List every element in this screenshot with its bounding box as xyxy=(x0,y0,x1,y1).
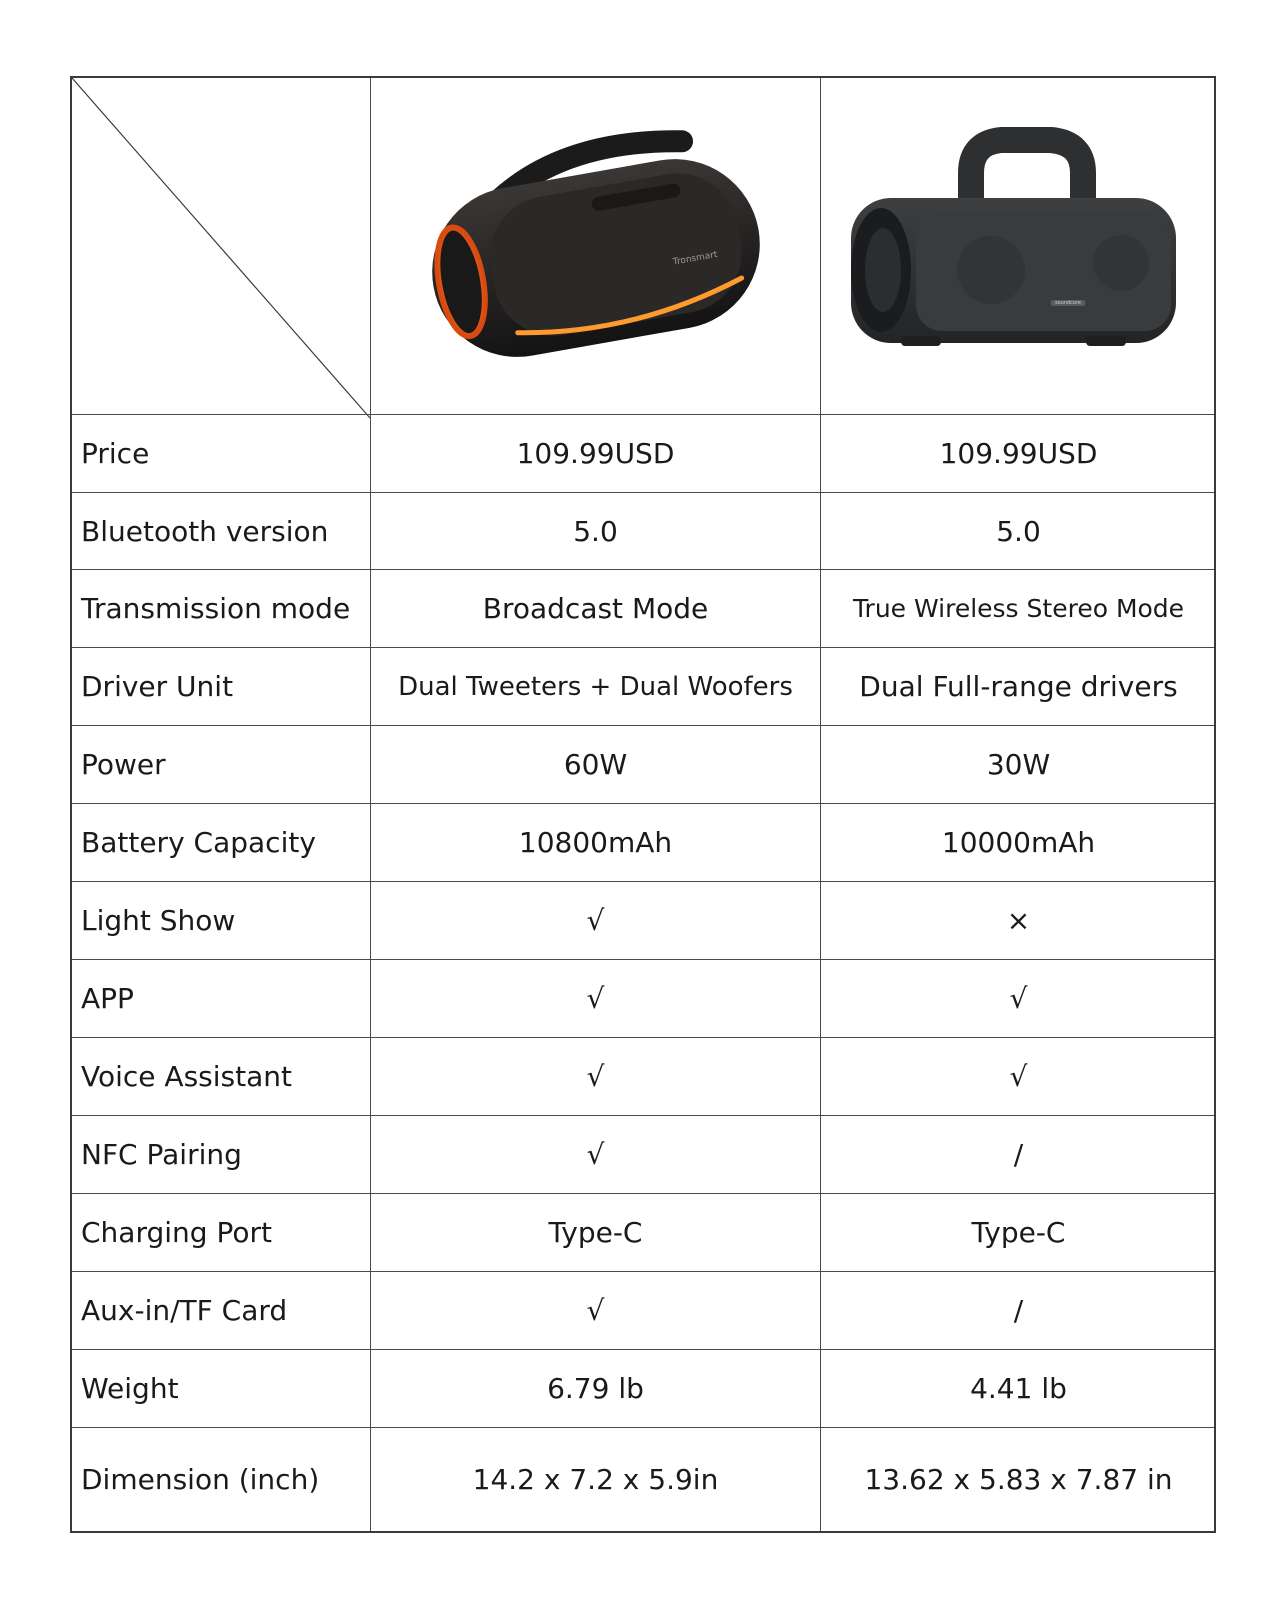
row-charging-port xyxy=(72,1193,1214,1271)
product-1-value: √ xyxy=(370,960,820,1037)
diagonal-divider-icon xyxy=(72,78,370,426)
product-2-value: √ xyxy=(820,960,1216,1037)
row-battery-capacity xyxy=(72,803,1214,881)
tronsmart-bang-speaker-image xyxy=(371,78,821,426)
row-light-show xyxy=(72,881,1214,959)
row-label: NFC Pairing xyxy=(81,1138,242,1171)
row-label: Bluetooth version xyxy=(81,514,329,548)
product-2-value: 30W xyxy=(820,726,1216,803)
product-1-value: √ xyxy=(370,882,820,959)
product-1-value: 10800mAh xyxy=(370,804,820,881)
product-2-value: 13.62 x 5.83 x 7.87 in xyxy=(820,1428,1216,1531)
soundcore-motion-boom-speaker-image xyxy=(821,78,1217,426)
product-2-value: / xyxy=(820,1116,1216,1193)
row-label: Charging Port xyxy=(81,1216,272,1249)
product-2-value: 4.41 lb xyxy=(820,1350,1216,1427)
row-label: Light Show xyxy=(81,904,236,937)
row-label: Battery Capacity xyxy=(81,826,316,859)
row-label: APP xyxy=(81,982,134,1015)
product-1-value: Dual Tweeters + Dual Woofers xyxy=(370,648,820,725)
row-transmission-mode xyxy=(72,569,1214,647)
row-label: Aux-in/TF Card xyxy=(81,1294,288,1327)
row-app xyxy=(72,959,1214,1037)
product-1-value: 14.2 x 7.2 x 5.9in xyxy=(370,1428,820,1531)
row-dimension xyxy=(72,1427,1214,1531)
row-label: Driver Unit xyxy=(81,670,234,703)
row-label: Price xyxy=(81,437,150,470)
row-label: Weight xyxy=(81,1372,179,1405)
product-1-value: √ xyxy=(370,1272,820,1349)
row-label: Power xyxy=(81,748,166,781)
product-1-value: 6.79 lb xyxy=(370,1350,820,1427)
product-2-value: 10000mAh xyxy=(820,804,1216,881)
product-1-value: √ xyxy=(370,1038,820,1115)
row-bluetooth-version xyxy=(72,492,1214,569)
row-weight xyxy=(72,1349,1214,1427)
table-header-row xyxy=(72,78,1214,426)
product-2-value: 5.0 xyxy=(820,493,1216,569)
corner-cell xyxy=(72,78,370,426)
row-label: Transmission mode xyxy=(81,592,351,625)
product-1-value: Type-C xyxy=(370,1194,820,1271)
product-2-value: Type-C xyxy=(820,1194,1216,1271)
row-label: Dimension (inch) xyxy=(81,1463,320,1496)
product-2-value: 109.99USD xyxy=(820,415,1216,492)
product-1-image-cell xyxy=(370,78,820,426)
product-1-brand-mark: Tronsmart xyxy=(672,249,719,268)
product-1-value: 109.99USD xyxy=(370,415,820,492)
product-1-value: √ xyxy=(370,1116,820,1193)
product-2-value: √ xyxy=(820,1038,1216,1115)
product-1-value: Broadcast Mode xyxy=(370,570,820,647)
product-2-value: × xyxy=(820,882,1216,959)
product-2-value: Dual Full-range drivers xyxy=(820,648,1216,725)
product-1-value: 5.0 xyxy=(370,493,820,569)
product-2-image-cell xyxy=(820,78,1216,426)
product-2-brand-mark: soundcore xyxy=(1054,300,1082,306)
comparison-table xyxy=(70,76,1216,1533)
row-aux-in-tf-card xyxy=(72,1271,1214,1349)
row-driver-unit xyxy=(72,647,1214,725)
row-voice-assistant xyxy=(72,1037,1214,1115)
row-price xyxy=(72,414,1214,492)
product-1-value: 60W xyxy=(370,726,820,803)
product-2-value: True Wireless Stereo Mode xyxy=(820,570,1216,647)
row-nfc-pairing xyxy=(72,1115,1214,1193)
row-label: Voice Assistant xyxy=(81,1060,292,1093)
product-2-value: / xyxy=(820,1272,1216,1349)
row-power xyxy=(72,725,1214,803)
